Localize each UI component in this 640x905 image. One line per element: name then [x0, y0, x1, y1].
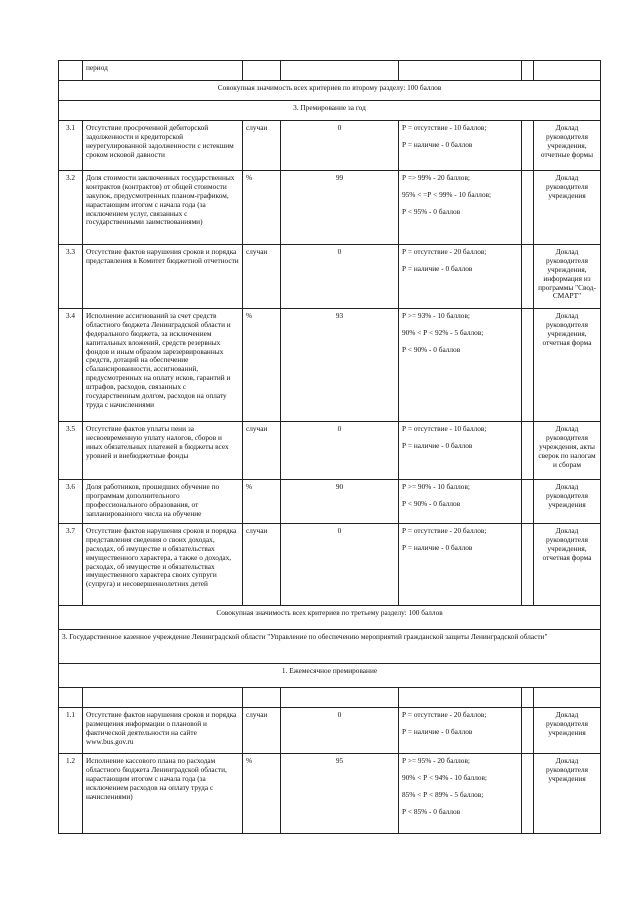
formula-line: Р = отсутствие - 20 баллов;	[402, 247, 487, 256]
spacer-cell	[522, 754, 534, 834]
formula-line: Р = наличие - 0 баллов	[402, 263, 473, 273]
source-document: Доклад руководителя учреждения, отчетная форма	[534, 309, 601, 422]
unit-cell: %	[243, 309, 281, 422]
unit-cell	[243, 61, 281, 81]
spacer-cell	[522, 480, 534, 524]
criterion-text: период	[83, 61, 243, 81]
formula-line: Р = наличие - 0 баллов	[402, 139, 473, 149]
scoring-formula	[399, 245, 522, 309]
criterion-number: 3.6	[59, 480, 83, 524]
section-total: Совокупная значимость всех критериев по второму разделу: 100 баллов	[59, 81, 601, 101]
unit-cell: %	[243, 754, 281, 834]
formula-line: 90% < Р < 94% - 10 баллов;	[402, 772, 487, 782]
section-total-row	[59, 606, 601, 630]
formula-line: Р = наличие - 0 баллов	[402, 440, 473, 450]
formula-line: Р >= 90% - 10 баллов;	[402, 482, 470, 491]
formula-line: Р >= 93% - 10 баллов;	[402, 311, 470, 320]
criterion-text: Отсутствие просроченной дебиторской задолженности и кредиторской неурегулированной задолженности с истекшим сроком исковой давности	[83, 121, 243, 171]
table-row	[59, 754, 601, 834]
scoring-formula	[399, 754, 522, 834]
empty-cell	[83, 688, 243, 708]
scoring-formula	[399, 309, 522, 422]
target-value: 0	[281, 422, 399, 480]
institution-title-row	[59, 630, 601, 664]
empty-cell	[399, 688, 522, 708]
unit-cell: %	[243, 171, 281, 245]
source-document: Доклад руководителя учреждения	[534, 754, 601, 834]
table-row	[59, 171, 601, 245]
formula-line: Р = отсутствие - 10 баллов;	[402, 123, 487, 132]
criterion-text: Исполнение кассового плана по расходам областного бюджета Ленинградской области, нарастающим итогом с начала года (за исключением расходов на оплату труда с начислениями)	[83, 754, 243, 834]
table-row	[59, 480, 601, 524]
spacer-cell	[522, 61, 534, 81]
empty-cell	[281, 688, 399, 708]
scoring-formula	[399, 171, 522, 245]
empty-cell	[522, 688, 534, 708]
formula-line: Р < 90% - 0 баллов	[402, 344, 461, 354]
formula-line: Р = отсутствие - 10 баллов;	[402, 424, 487, 433]
formula-line: Р = наличие - 0 баллов	[402, 726, 473, 736]
formula-line: Р >= 95% - 20 баллов;	[402, 756, 470, 765]
unit-cell: %	[243, 480, 281, 524]
target-value: 99	[281, 171, 399, 245]
criterion-number: 3.5	[59, 422, 83, 480]
criteria-table	[58, 60, 601, 834]
unit-cell: случаи	[243, 422, 281, 480]
target-value: 93	[281, 309, 399, 422]
spacer-cell	[522, 422, 534, 480]
criterion-text: Отсутствие фактов уплаты пени за несвоевременную уплату налогов, сборов и иных обязательных платежей в бюджеты всех уровней и внебюджетные фонды	[83, 422, 243, 480]
target-value: 95	[281, 754, 399, 834]
blank-row	[59, 688, 601, 708]
source-document: Доклад руководителя учреждения, отчетная форма	[534, 524, 601, 606]
spacer-cell	[522, 708, 534, 754]
criterion-text: Доля работников, прошедших обучение по программам дополнительного профессионального образования, от запланированного числа на обучение	[83, 480, 243, 524]
target-value: 90	[281, 480, 399, 524]
empty-cell	[534, 688, 601, 708]
formula-line: Р < 95% - 0 баллов	[402, 206, 461, 216]
table-row	[59, 309, 601, 422]
criterion-number: 3.2	[59, 171, 83, 245]
target-value: 0	[281, 708, 399, 754]
criterion-text: Отсутствие фактов нарушения сроков и порядка представления в Комитет бюджетной отчетности	[83, 245, 243, 309]
unit-cell: случаи	[243, 708, 281, 754]
source-document	[534, 61, 601, 81]
spacer-cell	[522, 524, 534, 606]
unit-cell: случаи	[243, 121, 281, 171]
source-document: Доклад руководителя учреждения, акты сверок по налогам и сборам	[534, 422, 601, 480]
formula-line: Р < 85% - 0 баллов	[402, 806, 461, 816]
scoring-formula	[399, 121, 522, 171]
table-row	[59, 422, 601, 480]
section-title: 1. Ежемесячное премирование	[59, 664, 601, 688]
section-title-row	[59, 664, 601, 688]
formula-line: Р = отсутствие - 20 баллов;	[402, 526, 487, 535]
criterion-number: 3.3	[59, 245, 83, 309]
section-title: 3. Премирование за год	[59, 101, 601, 121]
institution-title: 3. Государственное казенное учреждение Ленинградской области "Управление по обеспечению мероприятий гражданской защиты Ленинградской области"	[59, 630, 601, 664]
criterion-number: 3.4	[59, 309, 83, 422]
formula-line: Р => 99% - 20 баллов;	[402, 173, 470, 182]
spacer-cell	[522, 121, 534, 171]
formula-line: 85% < Р < 89% - 5 баллов;	[402, 789, 484, 799]
criterion-number: 1.1	[59, 708, 83, 754]
criterion-text: Отсутствие фактов нарушения сроков и порядка представления сведения о своих доходах, расходах, об имуществе и обязательствах имущественного характера, а также о доходах, расходах, об имуществе и обязательствах имущественного характера своих супруги (супруга) и несовершеннолетних детей	[83, 524, 243, 606]
table-row	[59, 524, 601, 606]
unit-cell: случаи	[243, 524, 281, 606]
criterion-text: Исполнение ассигнований за счет средств областного бюджета Ленинградской области и федерального бюджета, за исключением капитальных вложений, средств резервных фондов и иным образом зарезервированных средств, дотаций на обеспечение сбалансированности, ассигнований, предусмотренных на оплату исков, гарантий и штрафов, расходов, связанных с государственным долгом, расходов на оплату труда с начислениями	[83, 309, 243, 422]
table-row	[59, 245, 601, 309]
source-document: Доклад руководителя учреждения, отчетные формы	[534, 121, 601, 171]
formula-line: Р = наличие - 0 баллов	[402, 542, 473, 552]
criterion-text: Доля стоимости заключенных государственных контрактов (контрактов) от общей стоимости закупок, предусмотренных планом-графиком, нарастающим итогом с начала года (за исключением услуг, связанных с государственными заимствованиями)	[83, 171, 243, 245]
table-row	[59, 121, 601, 171]
criterion-text: Отсутствие фактов нарушения сроков и порядка размещения информации о плановой и фактической деятельности на сайте www.bus.gov.ru	[83, 708, 243, 754]
table-row	[59, 708, 601, 754]
criterion-number	[59, 61, 83, 81]
formula-line: 95% < =Р < 99% - 10 баллов;	[402, 189, 492, 199]
source-document: Доклад руководителя учреждения, информация из программы "Свод-СМАРТ"	[534, 245, 601, 309]
target-value: 0	[281, 524, 399, 606]
scoring-formula	[399, 422, 522, 480]
formula-line: Р = отсутствие - 20 баллов;	[402, 710, 487, 719]
criterion-number: 3.7	[59, 524, 83, 606]
source-document: Доклад руководителя учреждения	[534, 708, 601, 754]
scoring-formula	[399, 61, 522, 81]
section-total-row	[59, 81, 601, 101]
empty-cell	[243, 688, 281, 708]
scoring-formula	[399, 480, 522, 524]
formula-line: 90% < Р < 92% - 5 баллов;	[402, 327, 484, 337]
target-value	[281, 61, 399, 81]
section-title-row	[59, 101, 601, 121]
empty-cell	[59, 688, 83, 708]
criterion-number: 1.2	[59, 754, 83, 834]
source-document: Доклад руководителя учреждения	[534, 171, 601, 245]
scoring-formula	[399, 708, 522, 754]
criterion-number: 3.1	[59, 121, 83, 171]
target-value: 0	[281, 245, 399, 309]
unit-cell: случаи	[243, 245, 281, 309]
spacer-cell	[522, 171, 534, 245]
scoring-formula	[399, 524, 522, 606]
table-row	[59, 61, 601, 81]
target-value: 0	[281, 121, 399, 171]
source-document: Доклад руководителя учреждения	[534, 480, 601, 524]
spacer-cell	[522, 245, 534, 309]
section-total: Совокупная значимость всех критериев по третьему разделу: 100 баллов	[59, 606, 601, 630]
formula-line: Р < 90% - 0 баллов	[402, 498, 461, 508]
spacer-cell	[522, 309, 534, 422]
